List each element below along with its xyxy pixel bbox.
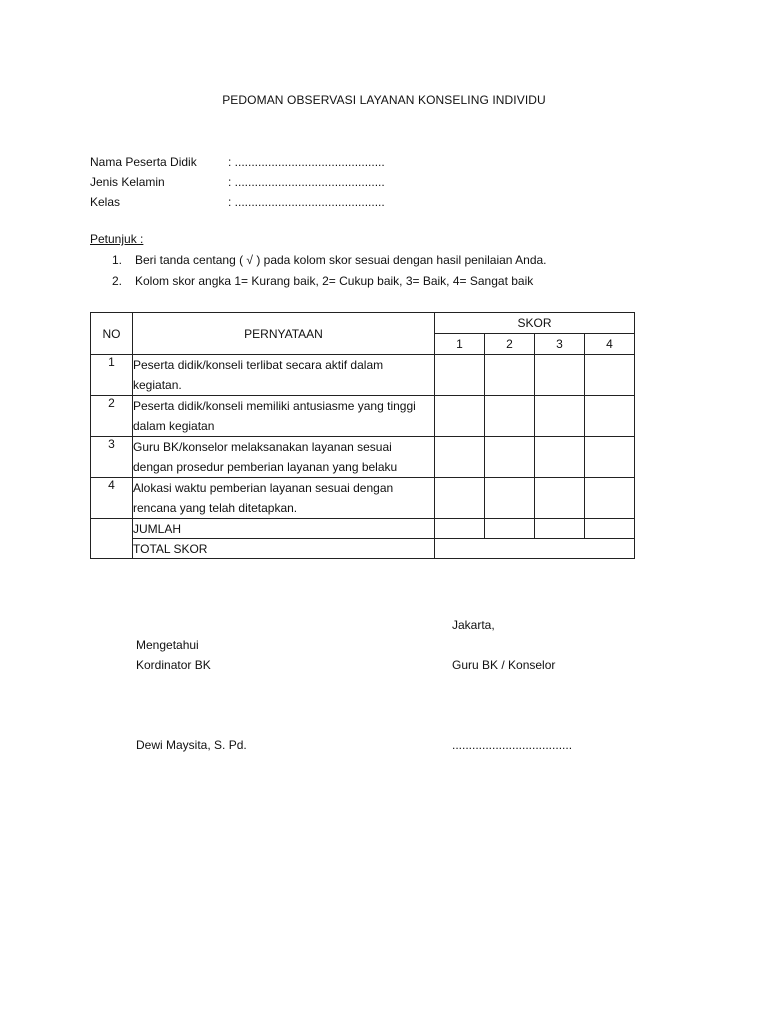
table-total-row bbox=[91, 539, 635, 559]
table-row bbox=[91, 478, 635, 519]
header-statement: PERNYATAAN bbox=[133, 313, 435, 355]
instruction-text: Kolom skor angka 1= Kurang baik, 2= Cukup baik, 3= Baik, 4= Sangat baik bbox=[135, 274, 534, 288]
instruction-item-2 bbox=[112, 274, 533, 288]
row-number: 4 bbox=[91, 478, 133, 519]
observation-table bbox=[90, 312, 635, 559]
field-label: Nama Peserta Didik bbox=[90, 155, 197, 169]
footer-no-cell bbox=[91, 519, 133, 559]
score-cell bbox=[485, 478, 535, 519]
sum-cell bbox=[435, 519, 485, 539]
field-jenis-kelamin bbox=[90, 173, 385, 191]
instruction-item-1 bbox=[112, 253, 547, 267]
row-statement: Guru BK/konselor melaksanakan layanan sesuai dengan prosedur pemberian layanan yang belaku bbox=[133, 437, 435, 478]
score-cell bbox=[535, 396, 585, 437]
table-sum-row bbox=[91, 519, 635, 539]
score-cell bbox=[435, 478, 485, 519]
score-cell bbox=[585, 396, 635, 437]
sum-cell bbox=[585, 519, 635, 539]
instruction-text: Beri tanda centang ( √ ) pada kolom skor sesuai dengan hasil penilaian Anda. bbox=[135, 253, 547, 267]
score-cell bbox=[435, 396, 485, 437]
score-cell bbox=[535, 478, 585, 519]
field-label: Jenis Kelamin bbox=[90, 175, 165, 189]
row-statement: Peserta didik/konseli terlibat secara aktif dalam kegiatan. bbox=[133, 355, 435, 396]
score-column-4: 4 bbox=[585, 334, 635, 355]
score-cell bbox=[585, 478, 635, 519]
table-row bbox=[91, 437, 635, 478]
document-title: PEDOMAN OBSERVASI LAYANAN KONSELING INDIVIDU bbox=[222, 93, 546, 107]
score-cell bbox=[535, 355, 585, 396]
score-column-1: 1 bbox=[435, 334, 485, 355]
score-cell bbox=[485, 396, 535, 437]
row-statement: Peserta didik/konseli memiliki antusiasme yang tinggi dalam kegiatan bbox=[133, 396, 435, 437]
instruction-number: 1. bbox=[112, 253, 123, 267]
left-signatory-name: Dewi Maysita, S. Pd. bbox=[136, 738, 247, 752]
sum-cell bbox=[535, 519, 585, 539]
score-cell bbox=[485, 437, 535, 478]
score-cell bbox=[435, 437, 485, 478]
field-value: : ............................................. bbox=[228, 195, 385, 209]
acknowledge-label: Mengetahui bbox=[136, 638, 199, 652]
table-header-row bbox=[91, 313, 635, 334]
field-kelas bbox=[90, 193, 385, 211]
sum-cell bbox=[485, 519, 535, 539]
score-cell bbox=[585, 355, 635, 396]
row-number: 2 bbox=[91, 396, 133, 437]
score-cell bbox=[585, 437, 635, 478]
field-value: : ............................................. bbox=[228, 155, 385, 169]
sum-label: JUMLAH bbox=[133, 519, 435, 539]
place-date: Jakarta, bbox=[452, 618, 495, 632]
total-label: TOTAL SKOR bbox=[133, 539, 435, 559]
instruction-number: 2. bbox=[112, 274, 123, 288]
row-number: 3 bbox=[91, 437, 133, 478]
row-number: 1 bbox=[91, 355, 133, 396]
score-cell bbox=[535, 437, 585, 478]
score-cell bbox=[435, 355, 485, 396]
right-signatory-name: .................................... bbox=[452, 738, 573, 752]
instructions-heading: Petunjuk : bbox=[90, 232, 144, 246]
header-no: NO bbox=[91, 313, 133, 355]
score-column-2: 2 bbox=[485, 334, 535, 355]
field-label: Kelas bbox=[90, 195, 121, 209]
left-signatory-role: Kordinator BK bbox=[136, 658, 211, 672]
field-nama-peserta-didik bbox=[90, 153, 385, 171]
table-row bbox=[91, 396, 635, 437]
score-cell bbox=[485, 355, 535, 396]
header-score: SKOR bbox=[435, 313, 635, 334]
score-column-3: 3 bbox=[535, 334, 585, 355]
total-cell bbox=[435, 539, 635, 559]
row-statement: Alokasi waktu pemberian layanan sesuai dengan rencana yang telah ditetapkan. bbox=[133, 478, 435, 519]
right-signatory-role: Guru BK / Konselor bbox=[452, 658, 556, 672]
field-value: : ............................................. bbox=[228, 175, 385, 189]
table-row bbox=[91, 355, 635, 396]
